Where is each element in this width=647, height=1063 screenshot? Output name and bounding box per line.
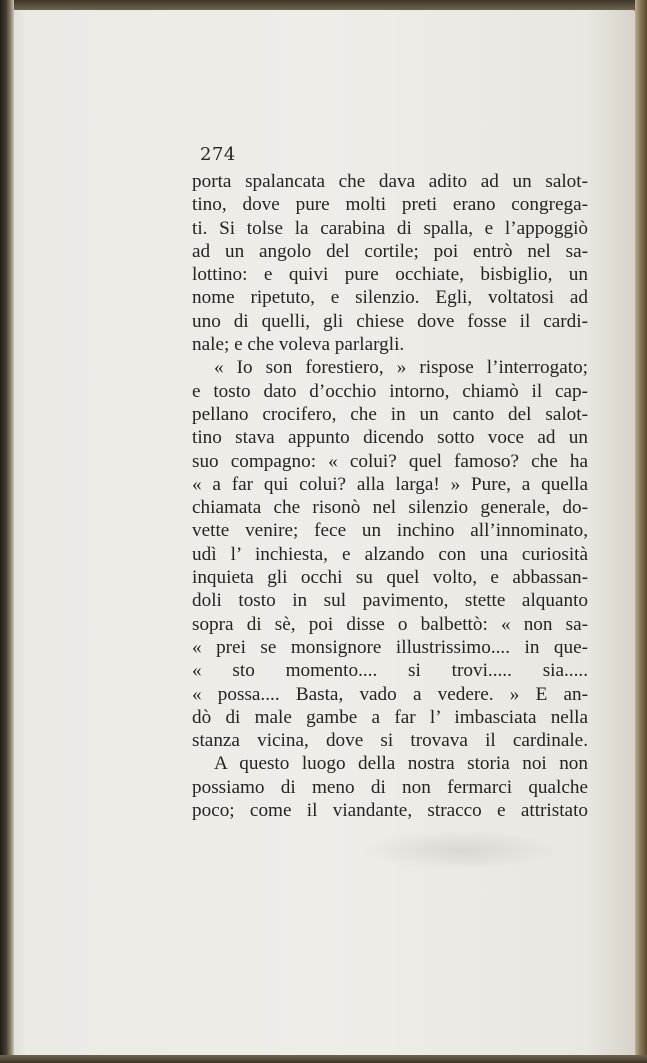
text-line: vette venire; fece un inchino all’innominato, (192, 520, 588, 542)
body-text (192, 170, 588, 822)
text-line: stanza vicina, dove si trovava il cardinale. (192, 730, 588, 752)
text-line: tino, dove pure molti preti erano congrega- (192, 194, 588, 216)
text-line: « prei se monsignore illustrissimo.... in que- (192, 636, 588, 658)
text-line: nale; e che voleva parlargli. (192, 334, 405, 356)
text-line: suo compagno: « colui? quel famoso? che ha (192, 450, 588, 472)
page-edge-right (635, 0, 647, 1063)
text-line: pellano crocifero, che in un canto del salot- (192, 403, 588, 425)
text-line: « Io son forestiero, » rispose l’interrogato; (214, 357, 588, 379)
text-line: ti. Si tolse la carabina di spalla, e l’appoggiò (192, 217, 588, 239)
text-line: doli tosto in sul pavimento, stette alquanto (192, 590, 588, 612)
text-line: A questo luogo della nostra storia noi non (214, 753, 588, 775)
text-line: uno di quelli, gli chiese dove fosse il cardi- (192, 310, 588, 332)
text-line: nome ripetuto, e silenzio. Egli, voltatosi ad (192, 287, 588, 309)
ink-bleed-through (360, 830, 560, 870)
text-line: chiamata che risonò nel silenzio generale, do- (192, 497, 588, 519)
text-line: sopra di sè, poi disse o balbettò: « non sa- (192, 613, 588, 635)
binding-gutter (0, 0, 14, 1063)
text-line: lottino: e quivi pure occhiate, bisbiglio, un (192, 264, 588, 286)
text-line: udì l’ inchiesta, e alzando con una curiosità (192, 543, 588, 565)
page-edge-bottom (0, 1055, 647, 1063)
text-line: ad un angolo del cortile; poi entrò nel sa- (192, 240, 588, 262)
text-line: possiamo di meno di non fermarci qualche (192, 776, 588, 798)
page-number: 274 (200, 144, 236, 165)
text-line: « a far qui colui? alla larga! » Pure, a quella (192, 473, 588, 495)
text-line: e tosto dato d’occhio intorno, chiamò il cap- (192, 380, 588, 402)
text-line: « possa.... Basta, vado a vedere. » E an- (192, 683, 588, 705)
text-line: dò di male gambe a far l’ imbasciata nella (192, 706, 588, 728)
text-line: inquieta gli occhi su quel volto, e abbassan- (192, 567, 588, 589)
text-line: tino stava appunto dicendo sotto voce ad un (192, 427, 588, 449)
text-line: poco; come il viandante, stracco e attristato (192, 800, 588, 822)
text-line: « sto momento.... si trovi..... sia..... (192, 660, 588, 682)
text-line: porta spalancata che dava adito ad un salot- (192, 171, 588, 192)
page-edge-top (0, 0, 647, 10)
